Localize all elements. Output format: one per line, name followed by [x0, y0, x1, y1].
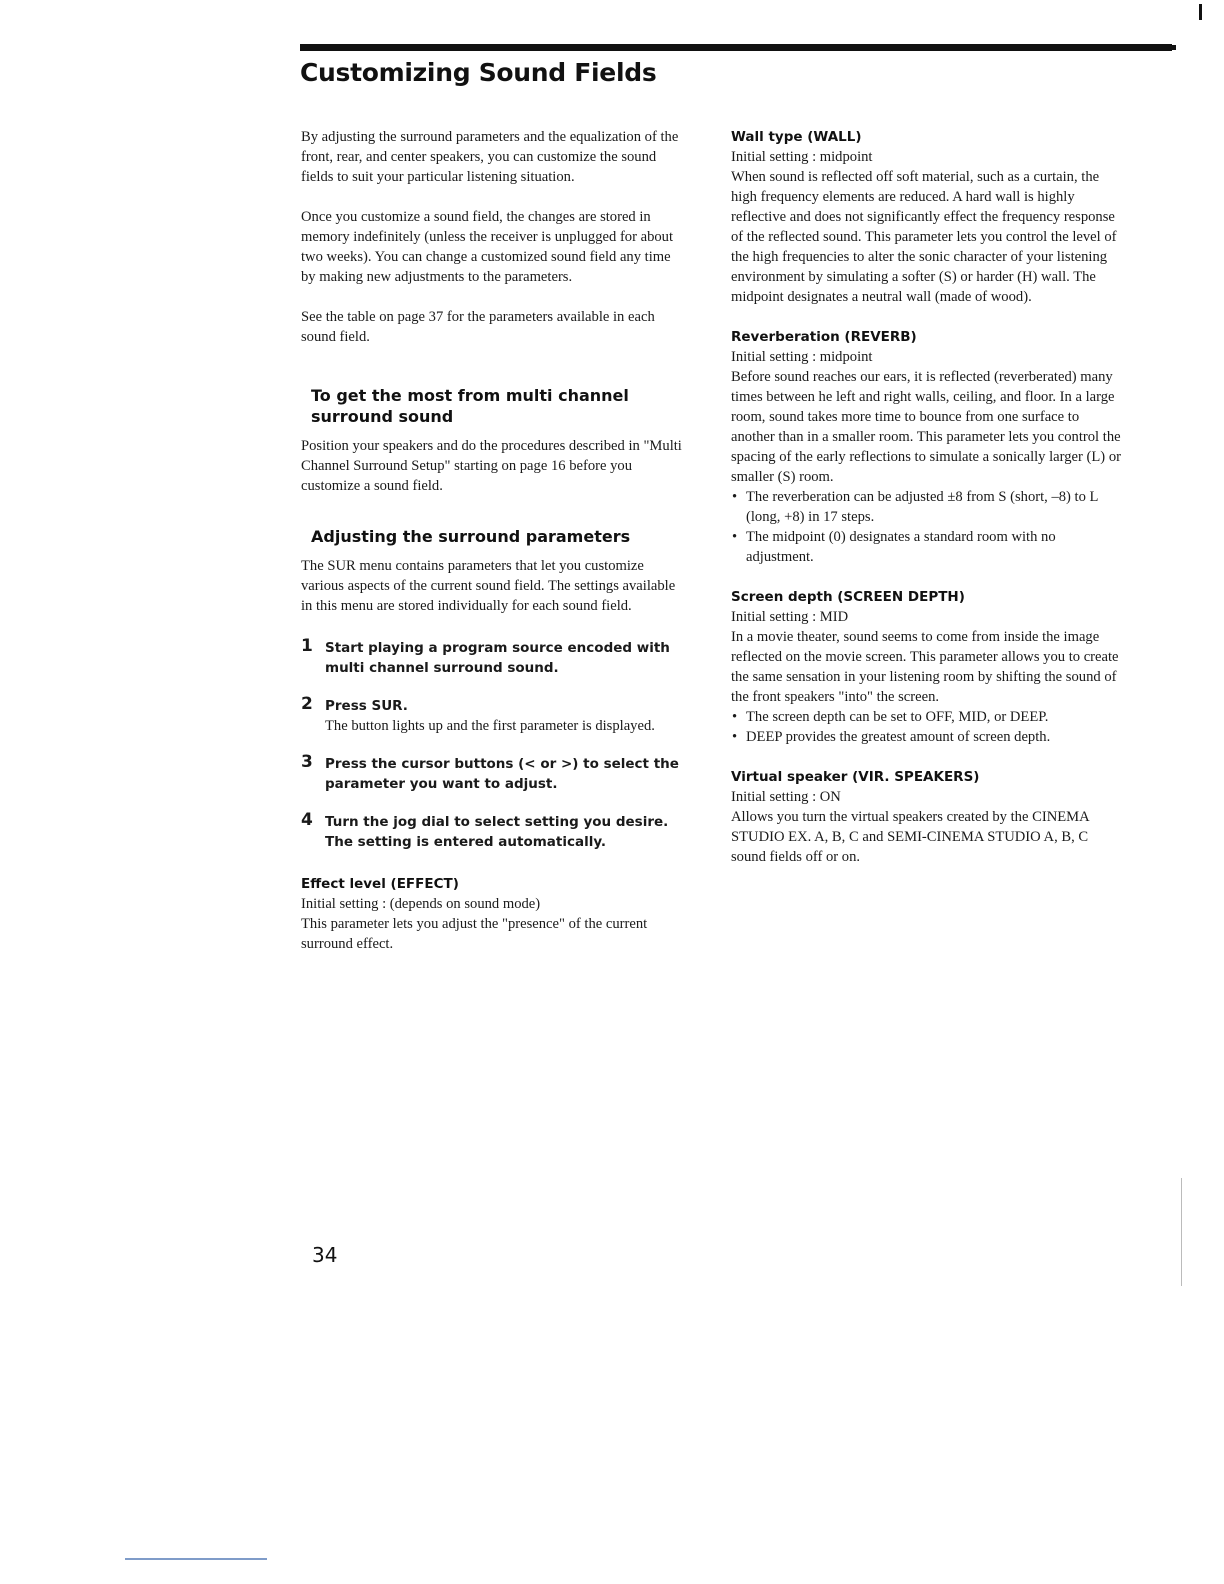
- param-initial-wall: Initial setting : midpoint: [731, 149, 873, 165]
- step-note: The button lights up and the first parameter is displayed.: [325, 718, 655, 734]
- param-title-virtual: Virtual speaker (VIR. SPEAKERS): [731, 769, 980, 785]
- screen-note-options: • The screen depth can be set to OFF, MID, or DEEP.: [731, 707, 1121, 727]
- reverb-note-midpoint: • The midpoint (0) designates a standard room with no adjustment.: [731, 527, 1121, 567]
- scan-edge-line: [1181, 1178, 1182, 1286]
- param-title-screen: Screen depth (SCREEN DEPTH): [731, 589, 965, 605]
- step-number: 3: [301, 752, 313, 772]
- reverb-notes: [731, 487, 1121, 567]
- intro-paragraph-2: Once you customize a sound field, the changes are stored in memory indefinitely (unless the receiver is unplugged for about two weeks). You can change a customized sound field any time by making new adjustments to the parameters.: [301, 209, 674, 285]
- param-initial-effect: Initial setting : (depends on sound mode): [301, 896, 541, 912]
- section-body-surround-params: The SUR menu contains parameters that let you customize various aspects of the current sound field. The settings available in this menu are stored individually for each sound field.: [301, 558, 676, 614]
- param-title-wall: Wall type (WALL): [731, 129, 862, 145]
- param-body-effect: This parameter lets you adjust the "presence" of the current surround effect.: [301, 916, 648, 952]
- step-4: [301, 812, 686, 852]
- procedure-steps: [301, 638, 686, 852]
- step-3: [301, 754, 686, 794]
- section-heading-multichannel: To get the most from multi channel surround sound: [311, 386, 629, 426]
- step-instruction: Press SUR.: [325, 698, 408, 714]
- screen-note-deep: • DEEP provides the greatest amount of screen depth.: [731, 727, 1121, 747]
- param-initial-screen: Initial setting : MID: [731, 609, 849, 625]
- param-body-wall: When sound is reflected off soft material, such as a curtain, the high frequency elements are reduced. A hard wall is highly reflective and does not significantly effect the frequency response of the reflected sound. This parameter lets you control the level of the high frequencies to alter the sonic character of your listening environment by simulating a softer (S) or harder (H) wall. The midpoint designates a neutral wall (made of wood).: [731, 169, 1117, 305]
- step-number: 2: [301, 694, 313, 714]
- screen-notes: [731, 707, 1121, 747]
- step-number: 4: [301, 810, 313, 830]
- step-number: 1: [301, 636, 313, 656]
- param-title-reverb: Reverberation (REVERB): [731, 329, 917, 345]
- param-initial-reverb: Initial setting : midpoint: [731, 349, 873, 365]
- step-instruction: Turn the jog dial to select setting you desire. The setting is entered automatically.: [325, 814, 669, 850]
- header-rule: [300, 44, 1172, 51]
- param-body-virtual: Allows you turn the virtual speakers created by the CINEMA STUDIO EX. A, B, C and SEMI-CINEMA STUDIO A, B, C sound fields off or on.: [731, 809, 1089, 865]
- param-title-effect: Effect level (EFFECT): [301, 876, 459, 892]
- page-number: 34: [312, 1243, 338, 1267]
- step-instruction: Press the cursor buttons (< or >) to select the parameter you want to adjust.: [325, 756, 679, 792]
- step-instruction: Start playing a program source encoded with multi channel surround sound.: [325, 640, 670, 676]
- step-1: [301, 638, 686, 678]
- left-column: [301, 127, 686, 954]
- section-heading-surround-params: Adjusting the surround parameters: [311, 527, 631, 546]
- param-body-screen: In a movie theater, sound seems to come from inside the image reflected on the movie screen. This parameter allows you to create the same sensation in your listening room by shifting the sound of the front speakers "into" the screen.: [731, 629, 1119, 705]
- intro-paragraph-1: By adjusting the surround parameters and the equalization of the front, rear, and center speakers, you can customize the sound fields to suit your particular listening situation.: [301, 129, 679, 185]
- scan-bottom-line: [125, 1558, 267, 1560]
- param-initial-virtual: Initial setting : ON: [731, 789, 841, 805]
- page-title: Customizing Sound Fields: [300, 58, 657, 87]
- section-body-multichannel: Position your speakers and do the procedures described in "Multi Channel Surround Setup" starting on page 16 before you customize a sound field.: [301, 438, 682, 494]
- param-body-reverb: Before sound reaches our ears, it is reflected (reverberated) many times between he left and right walls, ceiling, and floor. In a large room, sound takes more time to bounce from one surface to another than in a smaller room. This parameter lets you control the spacing of the early reflections to simulate a sonically larger (L) or smaller (S) room.: [731, 369, 1121, 485]
- step-2: [301, 696, 686, 736]
- reverb-note-range: • The reverberation can be adjusted ±8 from S (short, –8) to L (long, +8) in 17 steps.: [731, 487, 1121, 527]
- right-column: [731, 127, 1121, 867]
- scan-edge-mark: [1199, 4, 1202, 20]
- intro-paragraph-3: See the table on page 37 for the parameters available in each sound field.: [301, 309, 655, 345]
